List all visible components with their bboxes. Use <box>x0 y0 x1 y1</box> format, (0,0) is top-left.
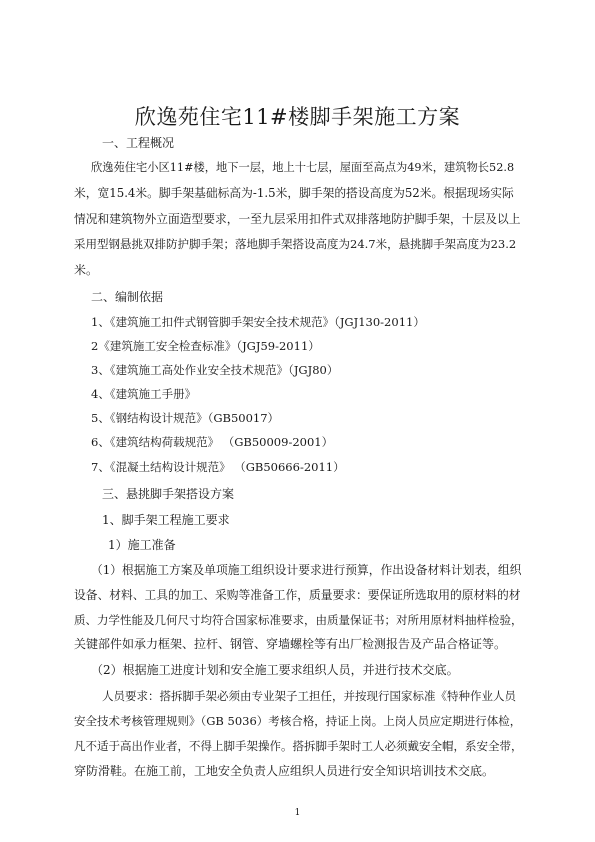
paragraph-line: 关键部件如承力框架、拉杆、钢管、穿墙螺栓等有出厂检测报告及产品合格证等。 <box>74 637 507 651</box>
list-item: 7、《混凝土结构设计规范》 （GB50666-2011） <box>91 460 345 474</box>
paragraph-line: 安全技术考核管理规则》（GB 5036）考核合格，持证上岗。上岗人员应定期进行体检， <box>74 714 522 728</box>
paragraph-line: 欣逸苑住宅小区11#楼，地下一层，地上十七层，屋面至高点为49米，建筑物长52.8 <box>91 161 515 174</box>
paragraph-line: 情况和建筑物外立面造型要求，一至九层采用扣件式双排落地防护脚手架，十层及以上 <box>74 212 521 226</box>
subsection-heading: 1、脚手架工程施工要求 <box>102 513 230 527</box>
section-heading-scaffold-plan: 三、悬挑脚手架搭设方案 <box>102 487 235 501</box>
list-item: 2《建筑施工安全检查标准》（JGJ59-2011） <box>91 339 320 353</box>
list-item: 4、《建筑施工手册》 <box>91 387 197 401</box>
paragraph-line: 设备、材料、工具的加工、采购等准备工作，质量要求：要保证所选取用的原材料的材 <box>74 588 521 602</box>
section-heading-basis: 二、编制依据 <box>91 290 164 304</box>
paragraph-line: 米，宽15.4米。脚手架基础标高为-1.5米，脚手架的搭设高度为52米。根据现场实际 <box>74 186 514 200</box>
paragraph-line: 质、力学性能及几何尺寸均符合国家标准要求，由质量保证书；对所用原材料抽样检验， <box>74 613 523 627</box>
list-item: 6、《建筑结构荷载规范》 （GB50009-2001） <box>91 435 334 449</box>
paragraph-line: 采用型钢悬挑双排防护脚手架；落地脚手架搭设高度为24.7米，悬挑脚手架高度为23.2 <box>74 237 517 251</box>
paragraph-line: （2）根据施工进度计划和安全施工要求组织人员，并进行技术交底。 <box>91 663 459 677</box>
list-item: 5、《钢结构设计规范》（GB50017） <box>91 411 280 425</box>
document-title: 欣逸苑住宅11#楼脚手架施工方案 <box>134 105 461 129</box>
paragraph-line: 穿防滑鞋。在施工前，工地安全负责人应组织人员进行安全知识培训技术交底。 <box>74 764 495 778</box>
paragraph-line: （1）根据施工方案及单项施工组织设计要求进行预算，作出设备材料计划表，组织 <box>91 563 522 577</box>
paragraph-line: 米。 <box>74 263 99 277</box>
page-number: 1 <box>294 808 301 818</box>
list-item: 3、《建筑施工高处作业安全技术规范》（JGJ80） <box>91 363 339 377</box>
paragraph-line: 凡不适于高出作业者，不得上脚手架操作。搭拆脚手架时工人必须戴安全帽，系安全带， <box>74 739 523 753</box>
paragraph-line: 人员要求：搭拆脚手架必须由专业架子工担任，并按现行国家标准《特种作业人员 <box>102 689 516 703</box>
list-item: 1、《建筑施工扣件式钢管脚手架安全技术规范》（JGJ130-2011） <box>91 315 425 329</box>
section-heading-overview: 一、工程概况 <box>102 136 175 150</box>
subsection-heading: 1）施工准备 <box>108 538 176 552</box>
